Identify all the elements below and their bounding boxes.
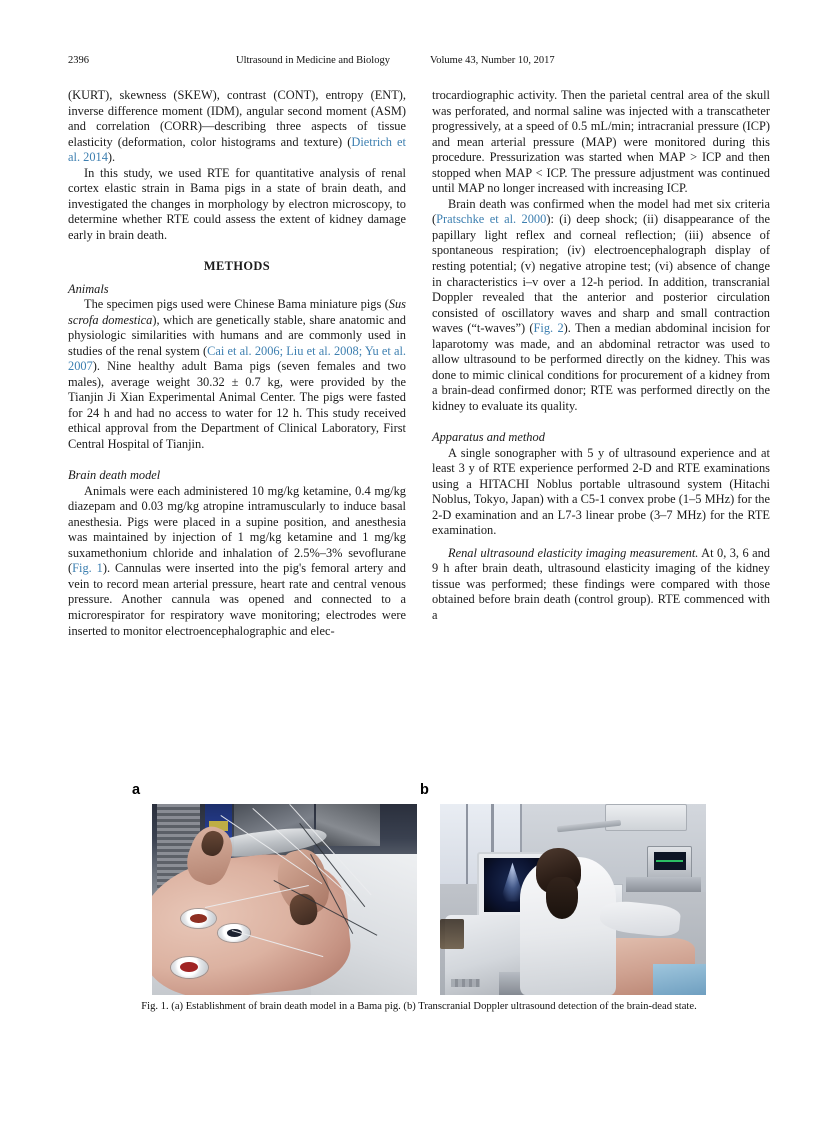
figure-panel-a-photo	[152, 804, 417, 995]
photo-transcranial-doppler	[440, 804, 706, 995]
running-head	[68, 54, 770, 68]
paragraph-texture-features	[68, 88, 406, 166]
paragraph-trocardiographic: trocardiographic activity. Then the parietal central area of the skull was perforated, and normal saline was injected with a transcatheter progressively, at a speed of 0.5 mL/min; intracranial pressure (ICP) and mean arterial pressure (MAP) were monitored during this procedure. Pressurization was started when MAP > ICP and then stopped when MAP < ICP. The pressure adjustment was continued until MAP no longer increased with increasing ICP.	[432, 88, 770, 196]
photo-b-air-conditioner	[605, 804, 687, 831]
figure-caption-label: Fig. 1.	[141, 1001, 169, 1012]
photo-a-electrode-3-dot	[180, 962, 198, 972]
paragraph-study-aim: In this study, we used RTE for quantitative analysis of renal cortex elastic strain in Bama pigs in a state of brain death, and investigated the changes in morphology by electron microscopy, to determine whether RTE could assess the extent of kidney damage early in brain death.	[68, 165, 406, 242]
figure-panel-b-photo	[440, 804, 706, 995]
figure-caption	[68, 1000, 770, 1014]
citation-cai-liu-yu[interactable]: Cai et al. 2006; Liu et al. 2008; Yu et al. 2007	[68, 343, 406, 374]
citation-pratschke[interactable]: Pratschke et al. 2000	[436, 212, 547, 227]
para-criteria-part2: ): (i) deep shock; (ii) disappearance of the papillary light reflex and corneal reflection; (iii) absence of spontaneous respiration; (iv) electroencephalograph display of resting potential; (v) negative atropine test; (vi) absence of change in characteristics i–v over a 12-h period. In addition, transcranial Doppler revealed that the anterior and posterior circulation consisted of oscillatory waves and sharp and small contraction waves (“t-waves”) (	[432, 212, 771, 336]
photo-a-electrode-1	[181, 909, 215, 928]
paragraph-renal-measurement	[432, 546, 770, 624]
panel-label-a: a	[132, 782, 141, 798]
left-column	[68, 88, 406, 639]
figure-reference-fig1[interactable]: Fig. 1	[72, 561, 103, 576]
photo-b-equipment-cart	[626, 877, 700, 892]
para-criteria-part3: ). Then a median abdominal incision for laparotomy was made, and an abdominal retractor was used to allow ultrasound to be performed directly on the kidney. This was done to mimic clinical conditions for procurement of a kidney from a brain-dead confirmed donor; RTE was performed directly on the kidney to evaluate its quality.	[432, 321, 770, 413]
photo-b-window-mullion-1	[466, 804, 469, 884]
para-kurt-text-after: ).	[107, 150, 116, 165]
para-kurt-text-before: (KURT), skewness (SKEW), contrast (CONT), entropy (ENT), inverse difference moment (IDM), angular second moment (ASM) and correlation (CORR)—describing three aspects of tissue elasticity (deformation, color histograms and texture) (	[68, 88, 406, 149]
para-animals-part2: ), which are genetically stable, share anatomic and physiologic similarities with humans and are commonly used in studies of the renal system (	[68, 312, 406, 358]
paragraph-animals	[68, 297, 406, 452]
para-renal-text: At 0, 3, 6 and 9 h after brain death, ultrasound elasticity imaging of the kidney tissue was performed; these findings were compared with those obtained before brain death (control group). RTE commenced with a	[432, 545, 770, 622]
spacer-before-apparatus	[432, 414, 770, 430]
figure-caption-text: (a) Establishment of brain death model in a Bama pig. (b) Transcranial Doppler ultrasound detection of the brain-dead state.	[171, 1001, 697, 1012]
spacer-before-methods	[68, 243, 406, 259]
photo-b-sonographer-hair	[546, 877, 578, 919]
para-brain-part2: ). Cannulas were inserted into the pig's femoral artery and vein to record mean arterial pressure, heart rate and central venous pressure. Another cannula was opened and connected to a microrespirator for respiratory wave monitoring; electrodes were inserted to monitor electroencephalographic and elec-	[68, 561, 406, 638]
heading-methods: METHODS	[203, 258, 271, 273]
article-body	[68, 88, 770, 788]
volume-issue-info: Volume 43, Number 10, 2017	[430, 55, 555, 66]
citation-dietrich[interactable]: Dietrich et al. 2014	[68, 134, 406, 165]
panel-label-b: b	[420, 782, 429, 798]
heading-animals: Animals	[68, 281, 109, 296]
photo-a-equipment-right	[316, 804, 380, 846]
heading-apparatus-and-method: Apparatus and method	[432, 429, 545, 444]
page-folio: 2396	[68, 55, 89, 66]
journal-title: Ultrasound in Medicine and Biology	[236, 55, 390, 66]
photo-a-electrode-1-dot	[190, 914, 207, 923]
run-in-heading-renal: Renal ultrasound elasticity imaging measurement.	[448, 545, 699, 560]
photo-b-console-keyboard	[451, 979, 480, 987]
photo-b-vitals-screen	[654, 852, 686, 870]
paragraph-brain-death-criteria	[432, 197, 770, 415]
species-name: Sus scrofa domestica	[68, 297, 406, 327]
figure-1	[68, 782, 770, 1012]
photo-a-electrode-3	[171, 957, 208, 978]
photo-brain-death-model	[152, 804, 417, 995]
para-criteria-part1: Brain death was confirmed when the model had met six criteria (	[432, 196, 770, 227]
photo-b-surgical-drape	[653, 964, 706, 995]
paragraph-brain-death-model	[68, 484, 406, 639]
figure-panels-row	[68, 782, 770, 995]
para-animals-part1: The specimen pigs used were Chinese Bama miniature pigs (	[84, 297, 389, 312]
spacer-before-brain-death	[68, 453, 406, 469]
spacer-before-renal	[432, 539, 770, 546]
para-animals-part3: ). Nine healthy adult Bama pigs (seven females and two males), average weight 30.32 ± 0.7 kg, were provided by the Tianjin Ji Xian Experimental Animal Center. The pigs were fasted for 24 h and had no access to water for 12 h. This study received ethical approval from the Department of Clinical Laboratory, First Central Hospital of Tianjin.	[68, 359, 406, 451]
heading-brain-death-model: Brain death model	[68, 468, 161, 483]
para-brain-part1: Animals were each administered 10 mg/kg ketamine, 0.4 mg/kg diazepam and 0.03 mg/kg atropine intramuscularly to induce basal anesthesia. Pigs were placed in a supine position, and anesthesia was maintained by injection of 1 mg/kg ketamine and 1 mg/kg suxamethonium chloride and inhalation of 2.5%–3% sevoflurane (	[68, 483, 406, 576]
paragraph-apparatus: A single sonographer with 5 y of ultrasound experience and at least 3 y of RTE experience performed 2-D and RTE examinations using a HITACHI Noblus portable ultrasound system (Hitachi Noblus, Tokyo, Japan) with a C5-1 convex probe (1–5 MHz) for the 2-D examination and an L7-3 linear probe (3–7 MHz) for the RTE examination.	[432, 445, 770, 538]
spacer-after-methods	[68, 275, 406, 282]
figure-reference-fig2[interactable]: Fig. 2	[533, 321, 564, 336]
photo-b-vitals-trace	[656, 860, 683, 862]
photo-b-bottles	[440, 919, 464, 950]
right-column	[432, 88, 770, 624]
